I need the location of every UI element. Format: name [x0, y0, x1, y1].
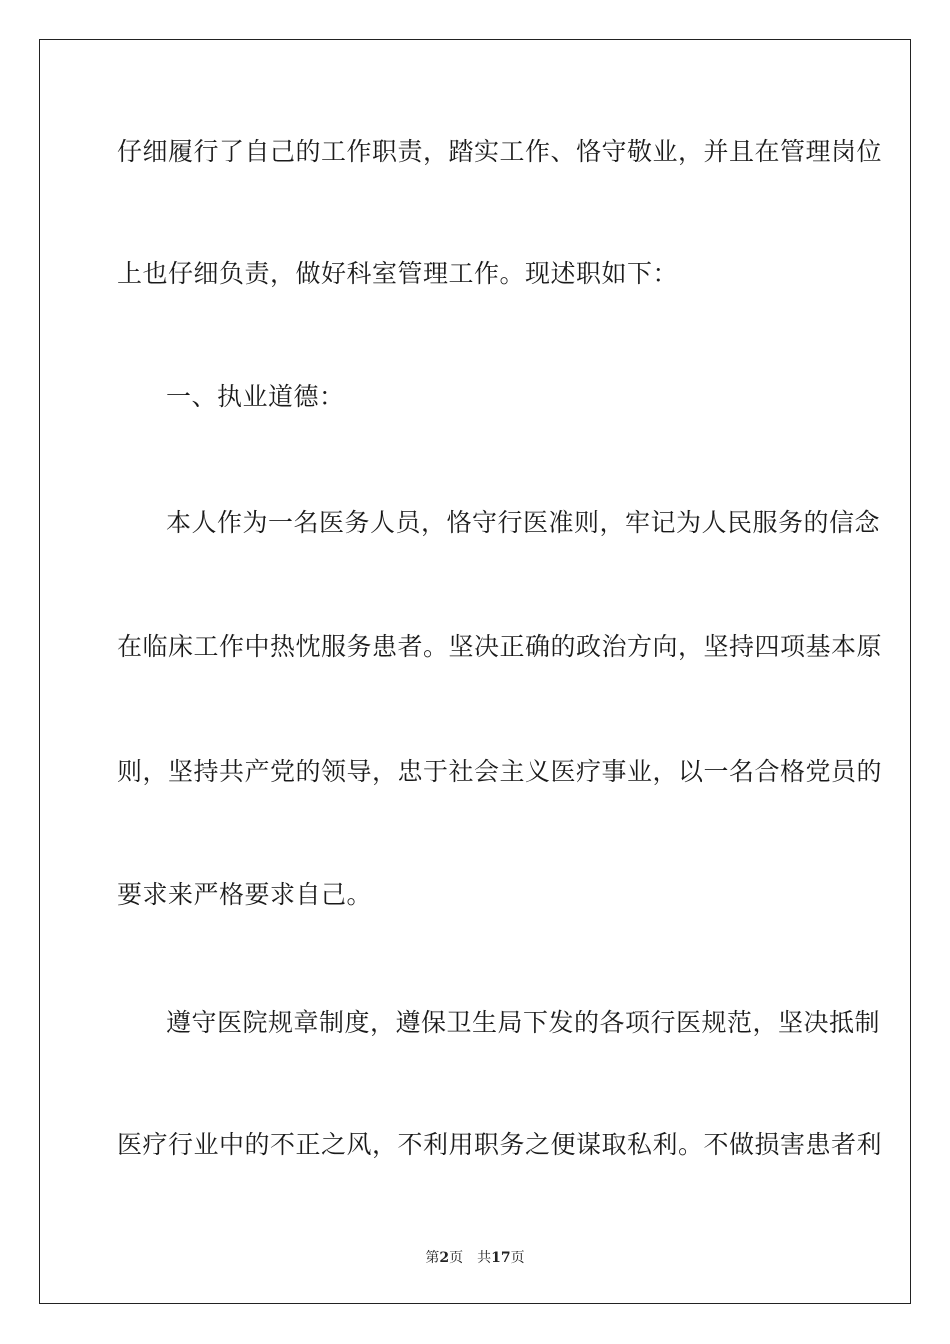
page-border: [39, 39, 911, 1304]
body-line-4: 本人作为一名医务人员，恪守行医准则，牢记为人民服务的信念: [166, 508, 881, 537]
body-line-5: 在临床工作中热忱服务患者。坚决正确的政治方向，坚持四项基本原: [117, 632, 883, 661]
body-line-7: 要求来严格要求自己。: [117, 880, 373, 909]
footer-total-suffix: 页: [510, 1250, 525, 1266]
footer-page-number: 2: [439, 1250, 450, 1266]
footer-total-pages: 17: [491, 1250, 511, 1266]
body-line-2: 上也仔细负责，做好科室管理工作。现述职如下：: [117, 259, 679, 288]
footer-page-label: 第: [425, 1250, 440, 1266]
body-line-1: 仔细履行了自己的工作职责，踏实工作、恪守敬业，并且在管理岗位: [117, 137, 883, 166]
page-footer: [0, 1249, 950, 1267]
footer-page-suffix: 页: [449, 1250, 464, 1266]
body-line-9: 医疗行业中的不正之风，不利用职务之便谋取私利。不做损害患者利: [117, 1130, 883, 1159]
section-heading-ethics: 一、执业道德：: [166, 382, 345, 411]
body-line-6: 则，坚持共产党的领导，忠于社会主义医疗事业，以一名合格党员的: [117, 757, 883, 786]
body-line-8: 遵守医院规章制度，遵保卫生局下发的各项行医规范，坚决抵制: [166, 1008, 881, 1037]
footer-total-label: 共: [477, 1250, 492, 1266]
